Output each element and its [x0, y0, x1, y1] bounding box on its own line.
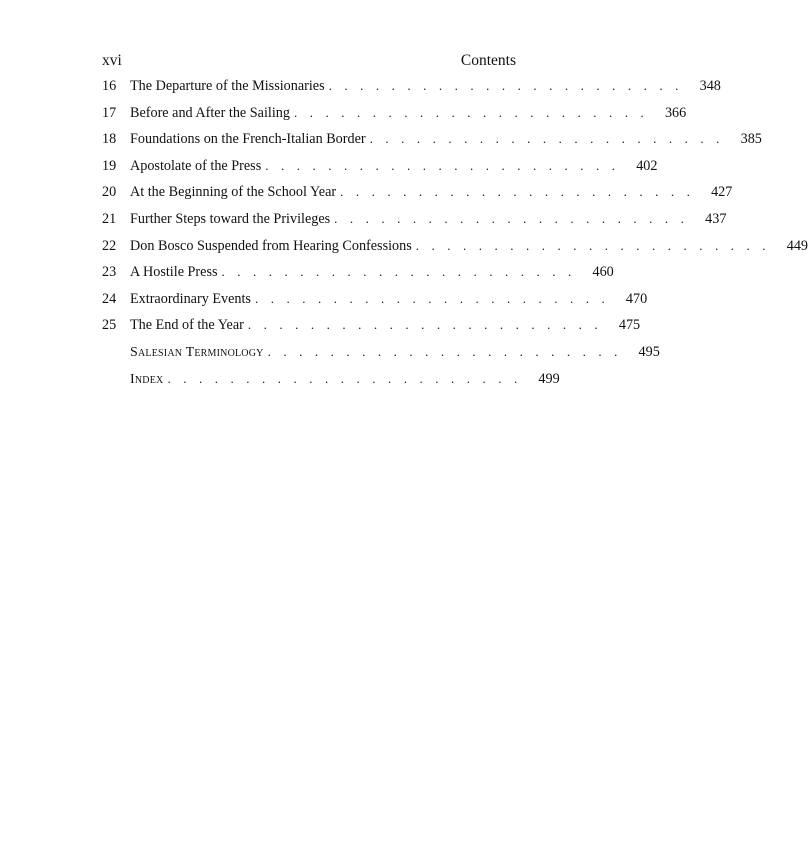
page-number: 495 — [638, 343, 660, 360]
dot-leader: ....................... — [369, 131, 732, 147]
toc-entry — [102, 237, 808, 265]
chapter-title: Apostolate of the Press — [130, 157, 262, 174]
table-of-contents — [102, 78, 808, 397]
chapter-title: Foundations on the French-Italian Border — [130, 131, 366, 148]
dot-leader: ....................... — [415, 237, 778, 253]
dot-leader: ....................... — [293, 104, 657, 120]
page-number: 427 — [711, 184, 733, 201]
toc-entry — [102, 317, 641, 344]
page-number: 470 — [625, 290, 648, 307]
toc-entry — [102, 343, 660, 371]
running-title: Contents — [460, 52, 516, 69]
dot-leader: ....................... — [267, 343, 630, 359]
toc-entry — [102, 290, 648, 318]
chapter-number: 23 — [102, 264, 117, 281]
toc-entry — [102, 131, 762, 158]
chapter-number: 16 — [102, 78, 117, 94]
chapter-title: A Hostile Press — [130, 264, 218, 281]
page-folio: xvi — [102, 52, 122, 69]
toc-entry — [102, 264, 614, 291]
toc-entry — [102, 157, 658, 185]
dot-leader: ....................... — [340, 184, 703, 200]
page-number: 449 — [786, 237, 808, 254]
chapter-number: 24 — [102, 290, 117, 307]
page-number: 366 — [664, 104, 687, 121]
chapter-number: 17 — [102, 104, 117, 121]
chapter-title: Don Bosco Suspended from Hearing Confessions — [130, 237, 412, 254]
section-title: Salesian Terminology — [130, 344, 264, 360]
section-title: Index — [130, 371, 164, 387]
dot-leader: ....................... — [334, 210, 697, 226]
dot-leader: ....................... — [221, 264, 584, 280]
chapter-title: Further Steps toward the Privileges — [130, 210, 331, 227]
chapter-title: The Departure of the Missionaries — [130, 78, 325, 94]
page-number: 475 — [618, 317, 641, 334]
chapter-number: 22 — [102, 237, 117, 254]
chapter-title: Extraordinary Events — [130, 290, 251, 307]
page-number: 385 — [740, 131, 762, 148]
chapter-number: 18 — [102, 131, 117, 148]
chapter-number: 25 — [102, 317, 117, 334]
chapter-number: 19 — [102, 157, 117, 174]
dot-leader: ....................... — [247, 317, 611, 333]
page-number: 437 — [705, 210, 727, 227]
toc-entry — [102, 78, 721, 105]
toc-entry — [102, 210, 727, 238]
chapter-number: 20 — [102, 184, 117, 201]
page-number: 402 — [636, 157, 658, 174]
dot-leader: ....................... — [328, 78, 691, 93]
dot-leader: ....................... — [254, 290, 618, 306]
running-header — [102, 52, 516, 70]
chapter-title: The End of the Year — [130, 317, 244, 334]
toc-entry — [102, 104, 687, 132]
page-number: 348 — [699, 78, 721, 94]
toc-entry — [102, 370, 560, 398]
dot-leader: ....................... — [265, 157, 628, 173]
page-number: 499 — [538, 370, 560, 387]
toc-entry — [102, 184, 733, 211]
chapter-title: At the Beginning of the School Year — [130, 184, 337, 201]
chapter-title: Before and After the Sailing — [130, 104, 290, 121]
dot-leader: ....................... — [167, 370, 530, 386]
page-number: 460 — [592, 264, 614, 281]
chapter-number: 21 — [102, 210, 117, 227]
